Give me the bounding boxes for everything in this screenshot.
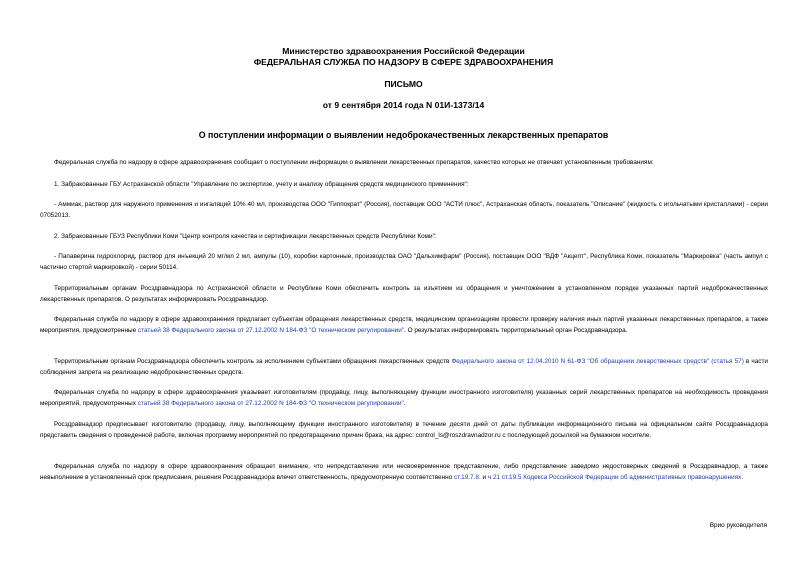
document-date-number: от 9 сентября 2014 года N 01И-1373/14 [322, 100, 485, 110]
paragraph-text: и [480, 473, 488, 481]
law-184-fz-link[interactable]: статьей 38 Федерального закона от 27.12.2002 N 184-ФЗ "О техническом регулировании" [137, 326, 405, 334]
paragraph-text: . [403, 399, 406, 407]
law-61-fz-link[interactable]: Федерального закона от 12.04.2010 N 61-ФЗ "Об обращении лекарственных средств" (статья 57) [451, 358, 744, 365]
paragraph-prescription: Росздравнадзор предписывает изготовителю (продавцу, лицу, выполняющему функции иностранного изготовителя) в течение десяти дней от даты публикации информационного письма на официальном сайте Росздравнадзора представить сведения о проведенной работе, включая программу мероприятий по предотвращению причин брака, на адрес: control_ls@roszdravnadzor.ru с последующей досылкой на бумажном носителе. [40, 421, 768, 439]
paragraph-item-2-detail: - Папаверина гидрохлорид, раствор для инъекций 20 мг/мл 2 мл, ампулы (10), коробки картонные, производства ОАО "Дальхимфарм" (Россия), поставщик ООО "ВДФ "Акцепт", Республика Коми, показатель "Маркировка" (часть ампул с частично стертой маркировкой) - серии 50114. [40, 253, 768, 271]
paragraph-territorial-control: Территориальным органам Росздравнадзора по Астраханской области и Республике Коми обеспечить контроль за изъятием из обращения и уничтожением в установленном порядке указанных партий недоброкачественных лекарственных препаратов. О результатах информировать Росздравнадзор. [40, 285, 768, 303]
signature-position: Врио руководителя [709, 522, 767, 529]
article-19-7-8-link[interactable]: ст.19.7.8. [453, 473, 481, 481]
paragraph-text: Федеральная служба по надзору в сфере здравоохранения указывает изготовителям (продавцу, лицу, выполняющему функции иностранного изготовителя) указанных серий лекарственных препаратов на необходимость проведения мероприятий, предусмотренных [40, 389, 768, 407]
paragraph-text: . [741, 473, 744, 481]
paragraph-inspection-proposal [40, 315, 768, 336]
paragraph-text: Территориальным органам Росздравнадзора обеспечить контроль за исполнением субъектами обращения лекарственных средств [54, 358, 452, 365]
document-title: О поступлении информации о выявлении недоброкачественных лекарственных препаратов [198, 130, 609, 140]
paragraph-item-1-heading: 1. Забракованные ГБУ Астраханской области "Управление по экспертизе, учету и анализу обращения средств медицинского применения": [54, 181, 469, 188]
paragraph-text: в части соблюдения запрета на реализацию недоброкачественных средств. [40, 358, 768, 376]
paragraph-item-2-heading: 2. Забракованные ГБУЗ Республики Коми "Центр контроля качества и сертификации лекарственных средств Республики Коми": [54, 233, 437, 240]
paragraph-text: . О результатах информировать территориальный орган Росздравнадзора. [404, 326, 628, 334]
paragraph-responsibility [40, 462, 768, 483]
paragraph-execution-control [40, 357, 768, 378]
document-type: ПИСЬМО [384, 79, 423, 89]
paragraph-intro: Федеральная служба по надзору в сфере здравоохранения сообщает о поступлении информации о выявлении лекарственных препаратов, качество которых не отвечает установленным требованиям: [54, 159, 654, 166]
article-19-5-koap-link[interactable]: ч.21 ст.19.5 Кодекса Российской Федерации об административных правонарушениях [487, 473, 742, 481]
paragraph-manufacturer-instruction [40, 388, 768, 409]
service-name: ФЕДЕРАЛЬНАЯ СЛУЖБА ПО НАДЗОРУ В СФЕРЕ ЗДРАВООХРАНЕНИЯ [253, 57, 554, 67]
paragraph-text: Федеральная служба по надзору в сфере здравоохранения обращает внимание, что непредставление или несвоевременное представление, либо представление заведомо недостоверных сведений в Росздравнадзор, а также невыполнение в установленный срок предписания, решения Росздравнадзора влечет ответственность, предусмотренную соответственно [40, 463, 768, 481]
paragraph-text: Федеральная служба по надзору в сфере здравоохранения предлагает субъектам обращения лекарственных средств, медицинским организациям провести проверку наличия иных партий указанных лекарственных препаратов, а также мероприятия, предусмотренные [40, 316, 768, 334]
law-184-fz-link-2[interactable]: статьей 38 Федерального закона от 27.12.2002 N 184-ФЗ "О техническом регулировании" [137, 399, 404, 407]
paragraph-item-1-detail: - Аммиак, раствор для наружного применения и ингаляций 10% 40 мл, производства ООО "Гиппократ" (Россия), поставщик ООО "АСТИ плюс", Астраханская область, показатель "Описание" (жидкость с игольчатыми кристаллами) - серии 07052013. [40, 201, 768, 219]
ministry-name: Министерство здравоохранения Российской Федерации [282, 46, 525, 56]
